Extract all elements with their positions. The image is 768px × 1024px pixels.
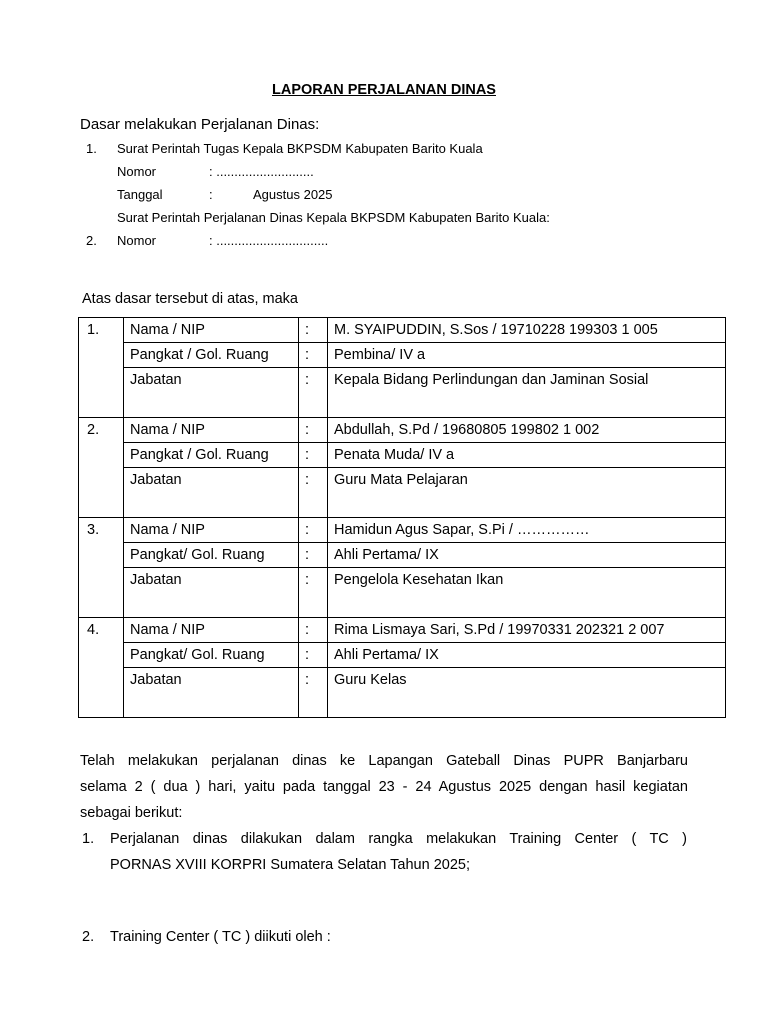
table-row [79,368,726,418]
field-colon: : [299,443,328,468]
person-number: 1. [79,318,124,418]
field-colon: : [299,618,328,643]
person-number: 2. [79,418,124,518]
table-row [79,468,726,518]
result-2-number: 2. [82,929,95,945]
field-label: Nama / NIP [124,318,299,343]
field-colon: : [299,543,328,568]
summary-line: selama 2 ( dua ) hari, yaitu pada tanggal 23 - 24 Agustus 2025 dengan hasil kegiatan [80,779,688,795]
table-row [79,343,726,368]
field-value: M. SYAIPUDDIN, S.Sos / 19710228 199303 1 005 [328,318,726,343]
table-row [79,668,726,718]
table-row [79,443,726,468]
field-label: Nama / NIP [124,418,299,443]
field-label: Pangkat/ Gol. Ruang [124,543,299,568]
basis-item1-text: Surat Perintah Tugas Kepala BKPSDM Kabupaten Barito Kuala [117,141,483,156]
result-line: PORNAS XVIII KORPRI Sumatera Selatan Tahun 2025; [110,857,471,873]
basis-item1-number: 1. [86,141,97,156]
field-value: Pengelola Kesehatan Ikan [328,568,726,618]
tanggal-colon: : [209,187,213,202]
personnel-table [78,317,726,718]
result-1-text [110,826,687,878]
table-row [79,318,726,343]
result-1-number: 1. [82,831,95,847]
summary-line: Telah melakukan perjalanan dinas ke Lapangan Gateball Dinas PUPR Banjarbaru [80,753,688,769]
tanggal-label: Tanggal [117,187,163,202]
lead-in-text: Atas dasar tersebut di atas, maka [82,291,298,307]
field-colon: : [299,418,328,443]
field-label: Pangkat / Gol. Ruang [124,443,299,468]
field-label: Nama / NIP [124,518,299,543]
field-value: Guru Mata Pelajaran [328,468,726,518]
field-colon: : [299,368,328,418]
table-row [79,543,726,568]
field-value: Penata Muda/ IV a [328,443,726,468]
field-label: Nama / NIP [124,618,299,643]
field-label: Jabatan [124,368,299,418]
table-row [79,518,726,543]
basis-intro: Dasar melakukan Perjalanan Dinas: [80,116,320,133]
field-value: Pembina/ IV a [328,343,726,368]
field-value: Hamidun Agus Sapar, S.Pi / …………… [328,518,726,543]
basis-item2-number: 2. [86,233,97,248]
field-value: Guru Kelas [328,668,726,718]
person-number: 3. [79,518,124,618]
field-colon: : [299,468,328,518]
field-label: Jabatan [124,568,299,618]
table-row [79,643,726,668]
tanggal-value: Agustus 2025 [253,187,333,202]
field-colon: : [299,668,328,718]
field-colon: : [299,568,328,618]
document-title: LAPORAN PERJALANAN DINAS [272,82,496,98]
sppd-text: Surat Perintah Perjalanan Dinas Kepala BKPSDM Kabupaten Barito Kuala: [117,210,550,225]
nomor-label: Nomor [117,164,157,179]
field-value: Ahli Pertama/ IX [328,643,726,668]
field-label: Pangkat / Gol. Ruang [124,343,299,368]
summary-paragraph [80,748,688,826]
result-line: Perjalanan dinas dilakukan dalam rangka melakukan Training Center ( TC ) [110,831,687,847]
person-number: 4. [79,618,124,718]
summary-line: sebagai berikut: [80,805,183,821]
field-value: Ahli Pertama/ IX [328,543,726,568]
basis-item2-label: Nomor [117,233,157,248]
field-colon: : [299,643,328,668]
field-label: Jabatan [124,468,299,518]
field-colon: : [299,318,328,343]
table-row [79,418,726,443]
field-colon: : [299,518,328,543]
result-2-text: Training Center ( TC ) diikuti oleh : [110,929,331,945]
field-value: Kepala Bidang Perlindungan dan Jaminan Sosial [328,368,726,418]
field-label: Jabatan [124,668,299,718]
nomor-value: : ........................... [209,164,314,179]
table-row [79,618,726,643]
field-label: Pangkat/ Gol. Ruang [124,643,299,668]
table-row [79,568,726,618]
field-colon: : [299,343,328,368]
basis-item2-value: : ............................... [209,233,329,248]
field-value: Abdullah, S.Pd / 19680805 199802 1 002 [328,418,726,443]
field-value: Rima Lismaya Sari, S.Pd / 19970331 202321 2 007 [328,618,726,643]
